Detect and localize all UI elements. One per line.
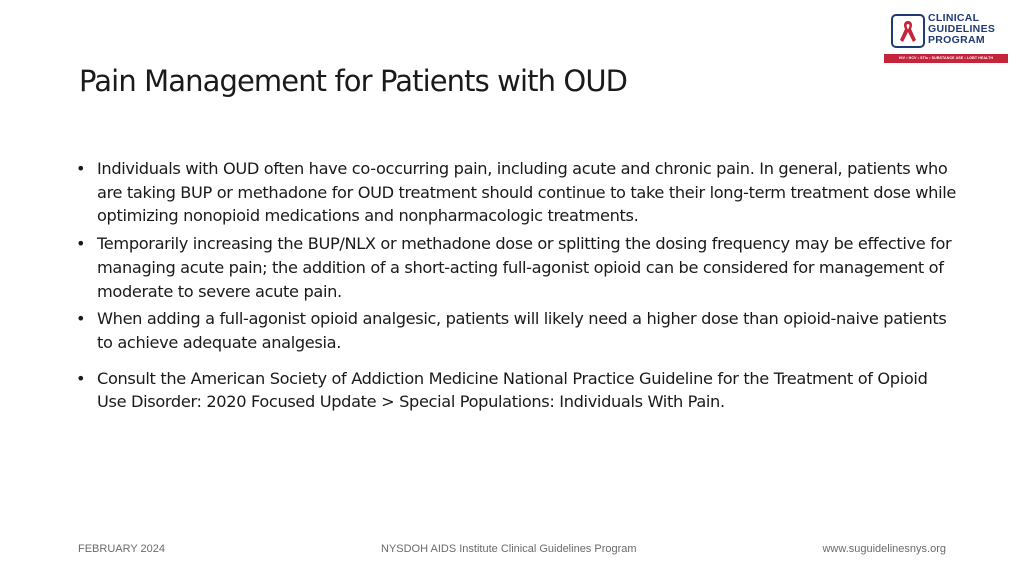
clinical-guidelines-program-logo [884,12,1008,64]
footer-program: NYSDOH AIDS Institute Clinical Guidelines Program [381,543,637,555]
bullet-marker: • [76,234,86,254]
slide-title: Pain Management for Patients with OUD [79,64,628,98]
bullet-text: Consult the American Society of Addiction Medicine National Practice Guideline for the Treatment of Opioid Use Disorder: 2020 Focused Update > Special Populations: Individuals With Pain. [97,368,928,412]
bullet-item [76,367,956,414]
ribbon-icon [891,14,925,48]
bullet-item [76,232,956,303]
footer-website: www.suguidelinesnys.org [822,543,946,555]
bullet-text: Temporarily increasing the BUP/NLX or methadone dose or splitting the dosing frequency may be effective for managing acute pain; the addition of a short-acting full-agonist opioid can be considered for management of moderate to severe acute pain. [97,234,952,301]
bullet-text: When adding a full-agonist opioid analgesic, patients will likely need a higher dose than opioid-naive patients to achieve adequate analgesia. [97,309,947,352]
bullet-marker: • [76,309,86,329]
bullet-text: Individuals with OUD often have co-occurring pain, including acute and chronic pain. In general, patients who are taking BUP or methadone for OUD treatment should continue to take their long-term treatment dose while optimizing nonopioid medications and nonpharmacologic treatments. [97,159,956,226]
logo-line-program: PROGRAM [928,34,985,46]
logo-wordmark [928,13,995,46]
logo-line-guidelines: GUIDELINES [928,23,996,35]
footer-date: FEBRUARY 2024 [78,543,166,555]
logo-line-clinical: CLINICAL [928,12,980,24]
logo-tagline-strip: HIV • HCV • STIs • SUBSTANCE USE • LGBT HEALTH [884,54,1008,63]
bullet-item [76,307,956,354]
bullet-marker: • [76,368,86,388]
bullet-marker: • [76,159,86,178]
bullet-list [76,157,956,418]
bullet-item [76,157,956,228]
